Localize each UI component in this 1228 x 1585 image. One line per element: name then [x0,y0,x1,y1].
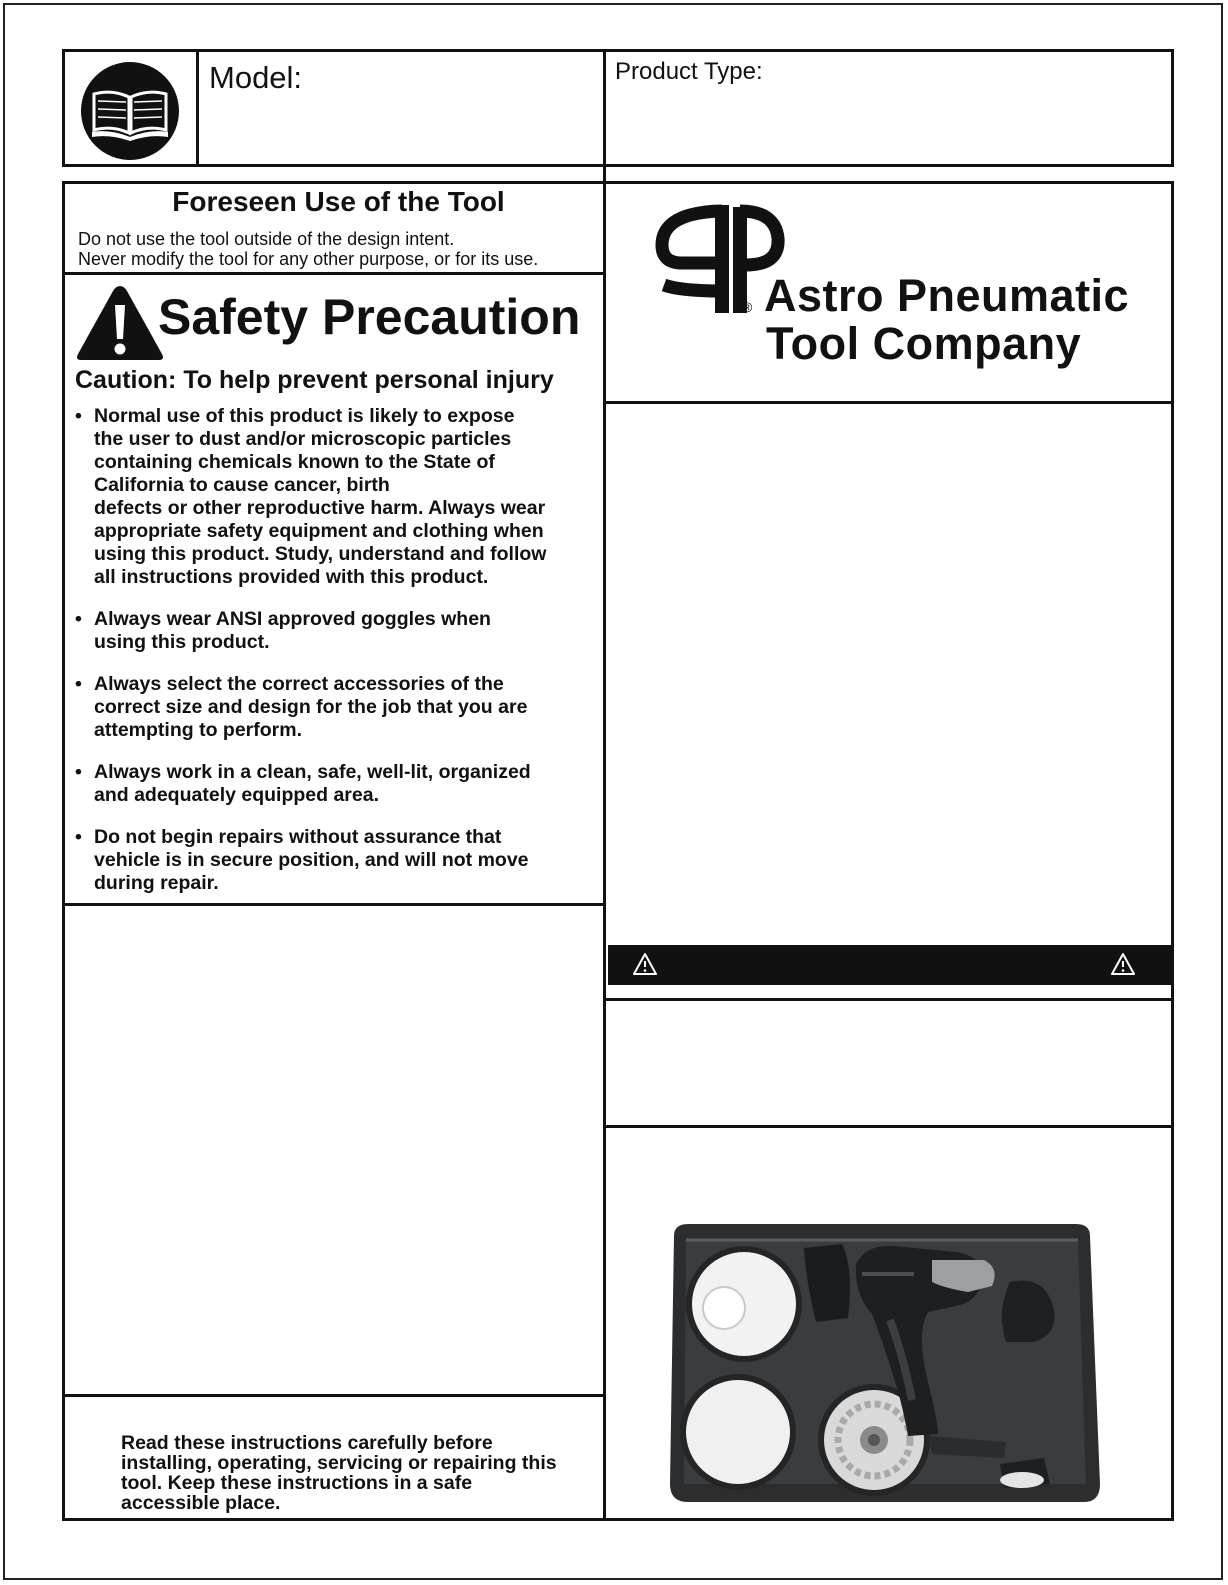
bullet-line: using this product. Study, understand and follow [94,543,547,565]
model-label: Model: [209,60,303,95]
left-sep-read [62,1394,606,1397]
safety-bullet [75,826,605,895]
header-divider-center [603,49,606,167]
company-name-line: Astro Pneumatic [764,270,1130,321]
product-kit-image [666,1222,1106,1507]
read-line: accessible place. [121,1492,281,1514]
safety-bullet-list [75,405,605,914]
read-line: installing, operating, servicing or repairing this [121,1452,557,1474]
bullet-line: Always select the correct accessories of the [94,673,504,695]
bullet-line: correct size and design for the job that you are [94,696,528,718]
bullet-line: using this product. [94,631,270,653]
foreseen-use-line: Never modify the tool for any other purpose, or for its use. [78,249,539,269]
open-book-icon [80,61,180,161]
bullet-dot-icon: • [75,761,82,783]
bullet-dot-icon: • [75,826,82,848]
bullet-dot-icon: • [75,405,82,427]
safety-precaution-title: Safety Precaution [158,289,581,345]
read-line: Read these instructions carefully before [121,1432,493,1454]
left-sep-foreseen [62,272,606,275]
right-sep-logo [603,401,1174,404]
safety-bullet [75,673,605,742]
bullet-line: Always wear ANSI approved goggles when [94,608,491,630]
bullet-line: all instructions provided with this product. [94,566,489,588]
company-name-line: Tool Company [766,318,1082,369]
bullet-line: California to cause cancer, birth [94,474,390,496]
bullet-line: defects or other reproductive harm. Always wear [94,497,546,519]
bullet-line: containing chemicals known to the State of [94,451,495,473]
bullet-line: Normal use of this product is likely to expose [94,405,515,427]
bullet-line: the user to dust and/or microscopic particles [94,428,512,450]
bullet-line: Do not begin repairs without assurance that [94,826,502,848]
bullet-line: appropriate safety equipment and clothing when [94,520,544,542]
warning-triangle-icon [632,952,658,976]
safety-bullet [75,405,605,589]
read-instructions-text [121,1433,557,1513]
caution-heading: Caution: To help prevent personal injury [75,366,554,394]
product-type-label: Product Type: [615,58,763,85]
foreseen-use-title: Foreseen Use of the Tool [172,186,505,217]
read-line: tool. Keep these instructions in a safe [121,1472,473,1494]
foreseen-use-line: Do not use the tool outside of the design intent. [78,229,455,249]
safety-bullet [75,608,605,654]
bullet-dot-icon: • [75,608,82,630]
bullet-line: attempting to perform. [94,719,302,741]
warning-triangle-icon [75,283,165,363]
right-sep-middle [603,1125,1174,1128]
bullet-dot-icon: • [75,673,82,695]
safety-bullet [75,761,605,807]
header-divider-left [196,49,199,167]
warning-bar [608,945,1172,985]
bullet-line: during repair. [94,872,219,894]
bullet-line: vehicle is in secure position, and will not move [94,849,529,871]
warning-triangle-icon [1110,952,1136,976]
company-name [764,272,1129,368]
foreseen-use-text [78,229,538,269]
bullet-line: and adequately equipped area. [94,784,379,806]
bullet-line: Always work in a clean, safe, well-lit, organized [94,761,531,783]
registered-mark: ® [742,299,753,315]
right-sep-warn [603,998,1174,1001]
